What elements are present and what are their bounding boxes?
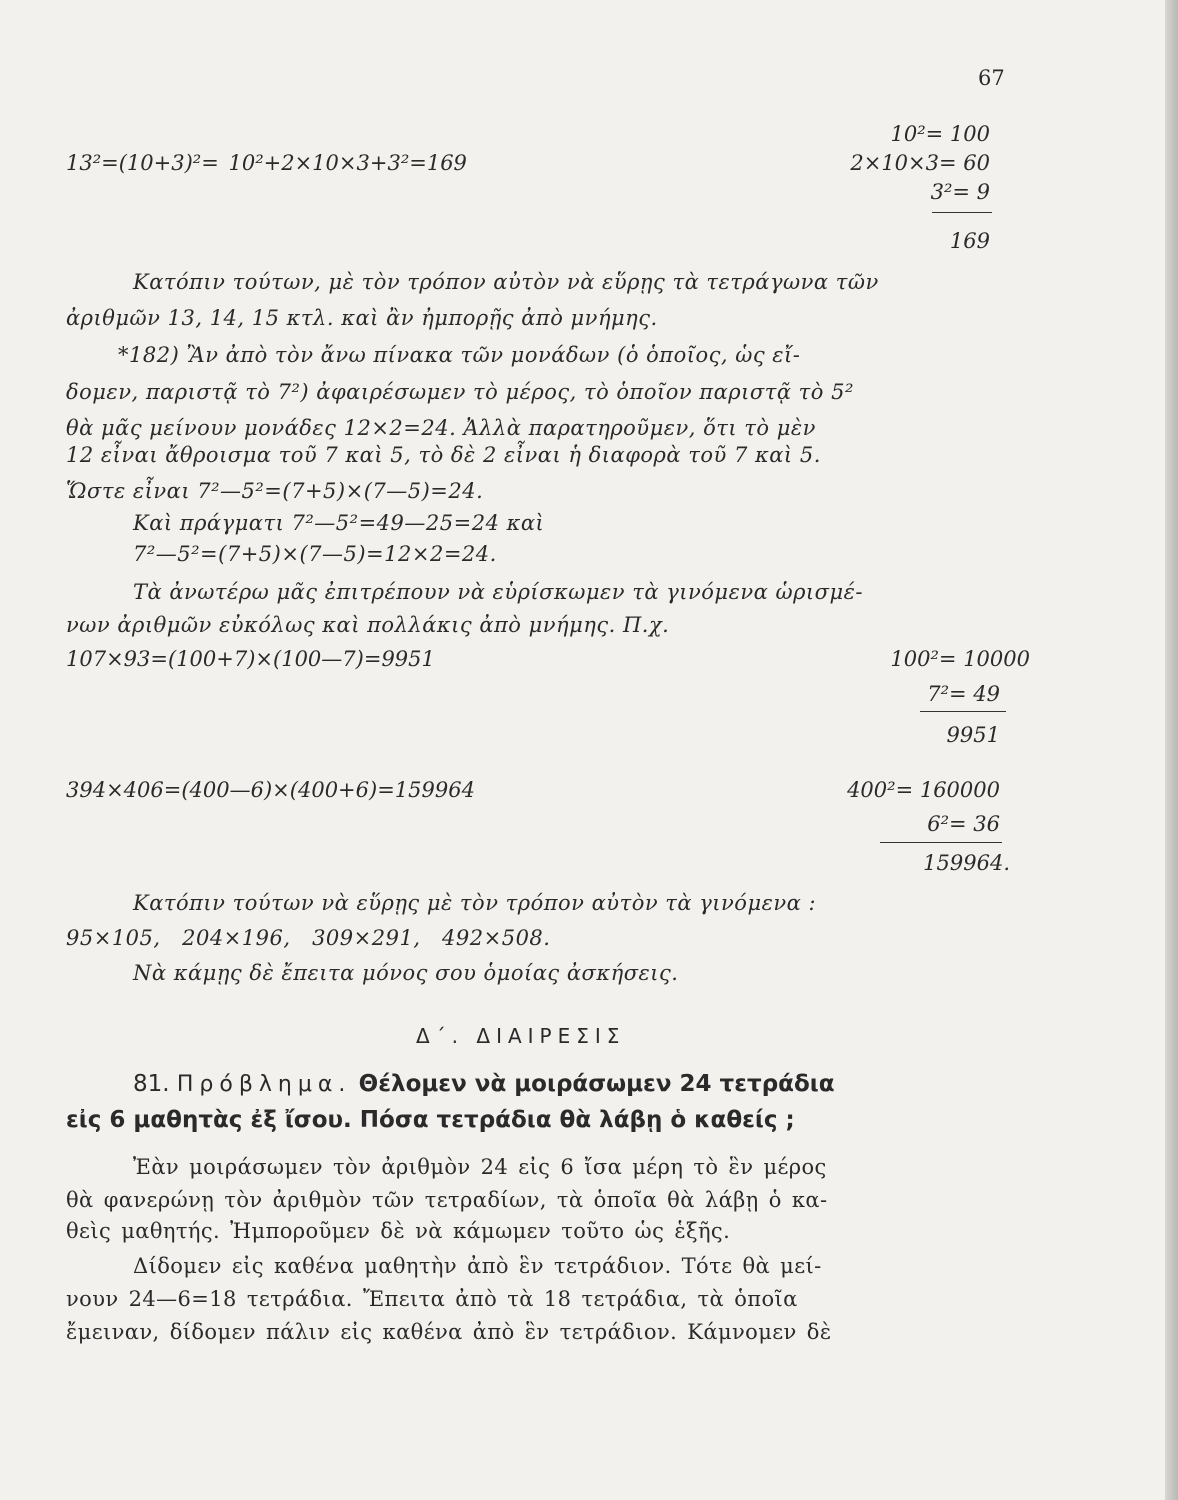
formula-13-squared: 13²=(10+3)²= 10²+2×10×3+3²=169 <box>66 151 467 175</box>
paragraph-line: *182) Ἂν ἀπὸ τὸν ἄνω πίνακα τῶν μονάδων (ὁ ὁποῖος, ὡς εἴ- <box>118 343 801 367</box>
paragraph-line: ἔμειναν, δίδομεν πάλιν εἰς καθένα ἀπὸ ἓν τετράδιον. Κάμνομεν δὲ <box>66 1320 832 1344</box>
problem-text-1: Θέλομεν νὰ μοιράσωμεν 24 τετράδια <box>358 1071 835 1097</box>
paragraph-line: θεὶς μαθητής. Ἠμποροῦμεν δὲ νὰ κάμωμεν τοῦτο ὡς ἑξῆς. <box>66 1219 731 1243</box>
paragraph-line: 12 εἶναι ἄθροισμα τοῦ 7 καὶ 5, τὸ δὲ 2 εἶναι ἡ διαφορὰ τοῦ 7 καὶ 5. <box>66 443 821 467</box>
paragraph-line: νων ἀριθμῶν εὐκόλως καὶ πολλάκις ἀπὸ μνήμης. Π.χ. <box>66 613 670 637</box>
paragraph-line: ἀριθμῶν 13, 14, 15 κτλ. καὶ ἂν ἠμπορῇς ἀπὸ μνήμης. <box>66 306 658 330</box>
example-1-formula: 107×93=(100+7)×(100—7)=9951 <box>66 647 435 671</box>
example-1-row-1: 100²= 10000 <box>890 647 1030 671</box>
paragraph-line: Κατόπιν τούτων, μὲ τὸν τρόπον αὐτὸν νὰ εὕρῃς τὰ τετράγωνα τῶν <box>133 270 879 294</box>
example-2-formula: 394×406=(400—6)×(400+6)=159964 <box>66 778 475 802</box>
calc13-total: 169 <box>949 229 990 253</box>
problem-number: 81. <box>133 1071 170 1097</box>
paragraph-line: θὰ φανερώνῃ τὸν ἀριθμὸν τῶν τετραδίων, τὰ ὁποῖα θὰ λάβῃ ὁ κα- <box>66 1188 828 1212</box>
paragraph-line: 7²—5²=(7+5)×(7—5)=12×2=24. <box>133 542 497 566</box>
paragraph-line: νουν 24—6=18 τετράδια. Ἔπειτα ἀπὸ τὰ 18 τετράδια, τὰ ὁποῖα <box>66 1287 798 1311</box>
example-1-row-2: 7²= 49 <box>927 682 1000 706</box>
example-2-row-1: 400²= 160000 <box>847 778 1000 802</box>
paragraph-line: δομεν, παριστᾷ τὸ 7²) ἀφαιρέσωμεν τὸ μέρος, τὸ ὁποῖον παριστᾷ τὸ 5² <box>66 380 854 404</box>
page-edge-shadow <box>1165 0 1178 1500</box>
calc13-row-2: 2×10×3= 60 <box>850 151 990 175</box>
paragraph-line: Καὶ πράγματι 7²—5²=49—25=24 καὶ <box>133 511 545 535</box>
example-1-sum-rule <box>920 711 1006 712</box>
calc13-row-3: 3²= 9 <box>930 180 990 204</box>
page-number: 67 <box>978 66 1005 90</box>
problem-label: Πρόβλημα. <box>176 1072 352 1097</box>
calc13-sum-rule <box>932 212 992 213</box>
paragraph-line: Τὰ ἀνωτέρω μᾶς ἐπιτρέπουν νὰ εὑρίσκωμεν τὰ γινόμενα ὡρισμέ- <box>133 580 864 604</box>
paragraph-line: Δίδομεν εἰς καθένα μαθητὴν ἀπὸ ἓν τετράδιον. Τότε θὰ μεί- <box>133 1254 822 1278</box>
example-2-total: 159964. <box>923 851 1010 875</box>
paragraph-line: θὰ μᾶς μείνουν μονάδες 12×2=24. Ἀλλὰ παρατηροῦμεν, ὅτι τὸ μὲν <box>66 416 816 440</box>
paragraph-line: Ὥστε εἶναι 7²—5²=(7+5)×(7—5)=24. <box>66 479 484 503</box>
example-1-total: 9951 <box>946 723 1000 747</box>
paragraph-line: Ἐὰν μοιράσωμεν τὸν ἀριθμὸν 24 εἰς 6 ἴσα μέρη τὸ ἓν μέρος <box>133 1155 827 1179</box>
calc13-row-1: 10²= 100 <box>890 122 990 146</box>
section-heading: Δ΄. ΔΙΑΙΡΕΣΙΣ <box>416 1024 626 1048</box>
problem-81-line-2: εἰς 6 μαθητὰς ἐξ ἴσου. Πόσα τετράδια θὰ λάβῃ ὁ καθείς ; <box>66 1107 795 1133</box>
example-2-row-2: 6²= 36 <box>927 812 1000 836</box>
paragraph-line: Νὰ κάμῃς δὲ ἔπειτα μόνος σου ὁμοίας ἀσκήσεις. <box>133 961 679 985</box>
problem-81-line-1 <box>133 1071 835 1097</box>
example-2-sum-rule <box>880 842 1002 843</box>
paragraph-line: Κατόπιν τούτων νὰ εὕρῃς μὲ τὸν τρόπον αὐτὸν τὰ γινόμενα : <box>133 891 817 915</box>
exercise-products: 95×105, 204×196, 309×291, 492×508. <box>66 926 551 950</box>
